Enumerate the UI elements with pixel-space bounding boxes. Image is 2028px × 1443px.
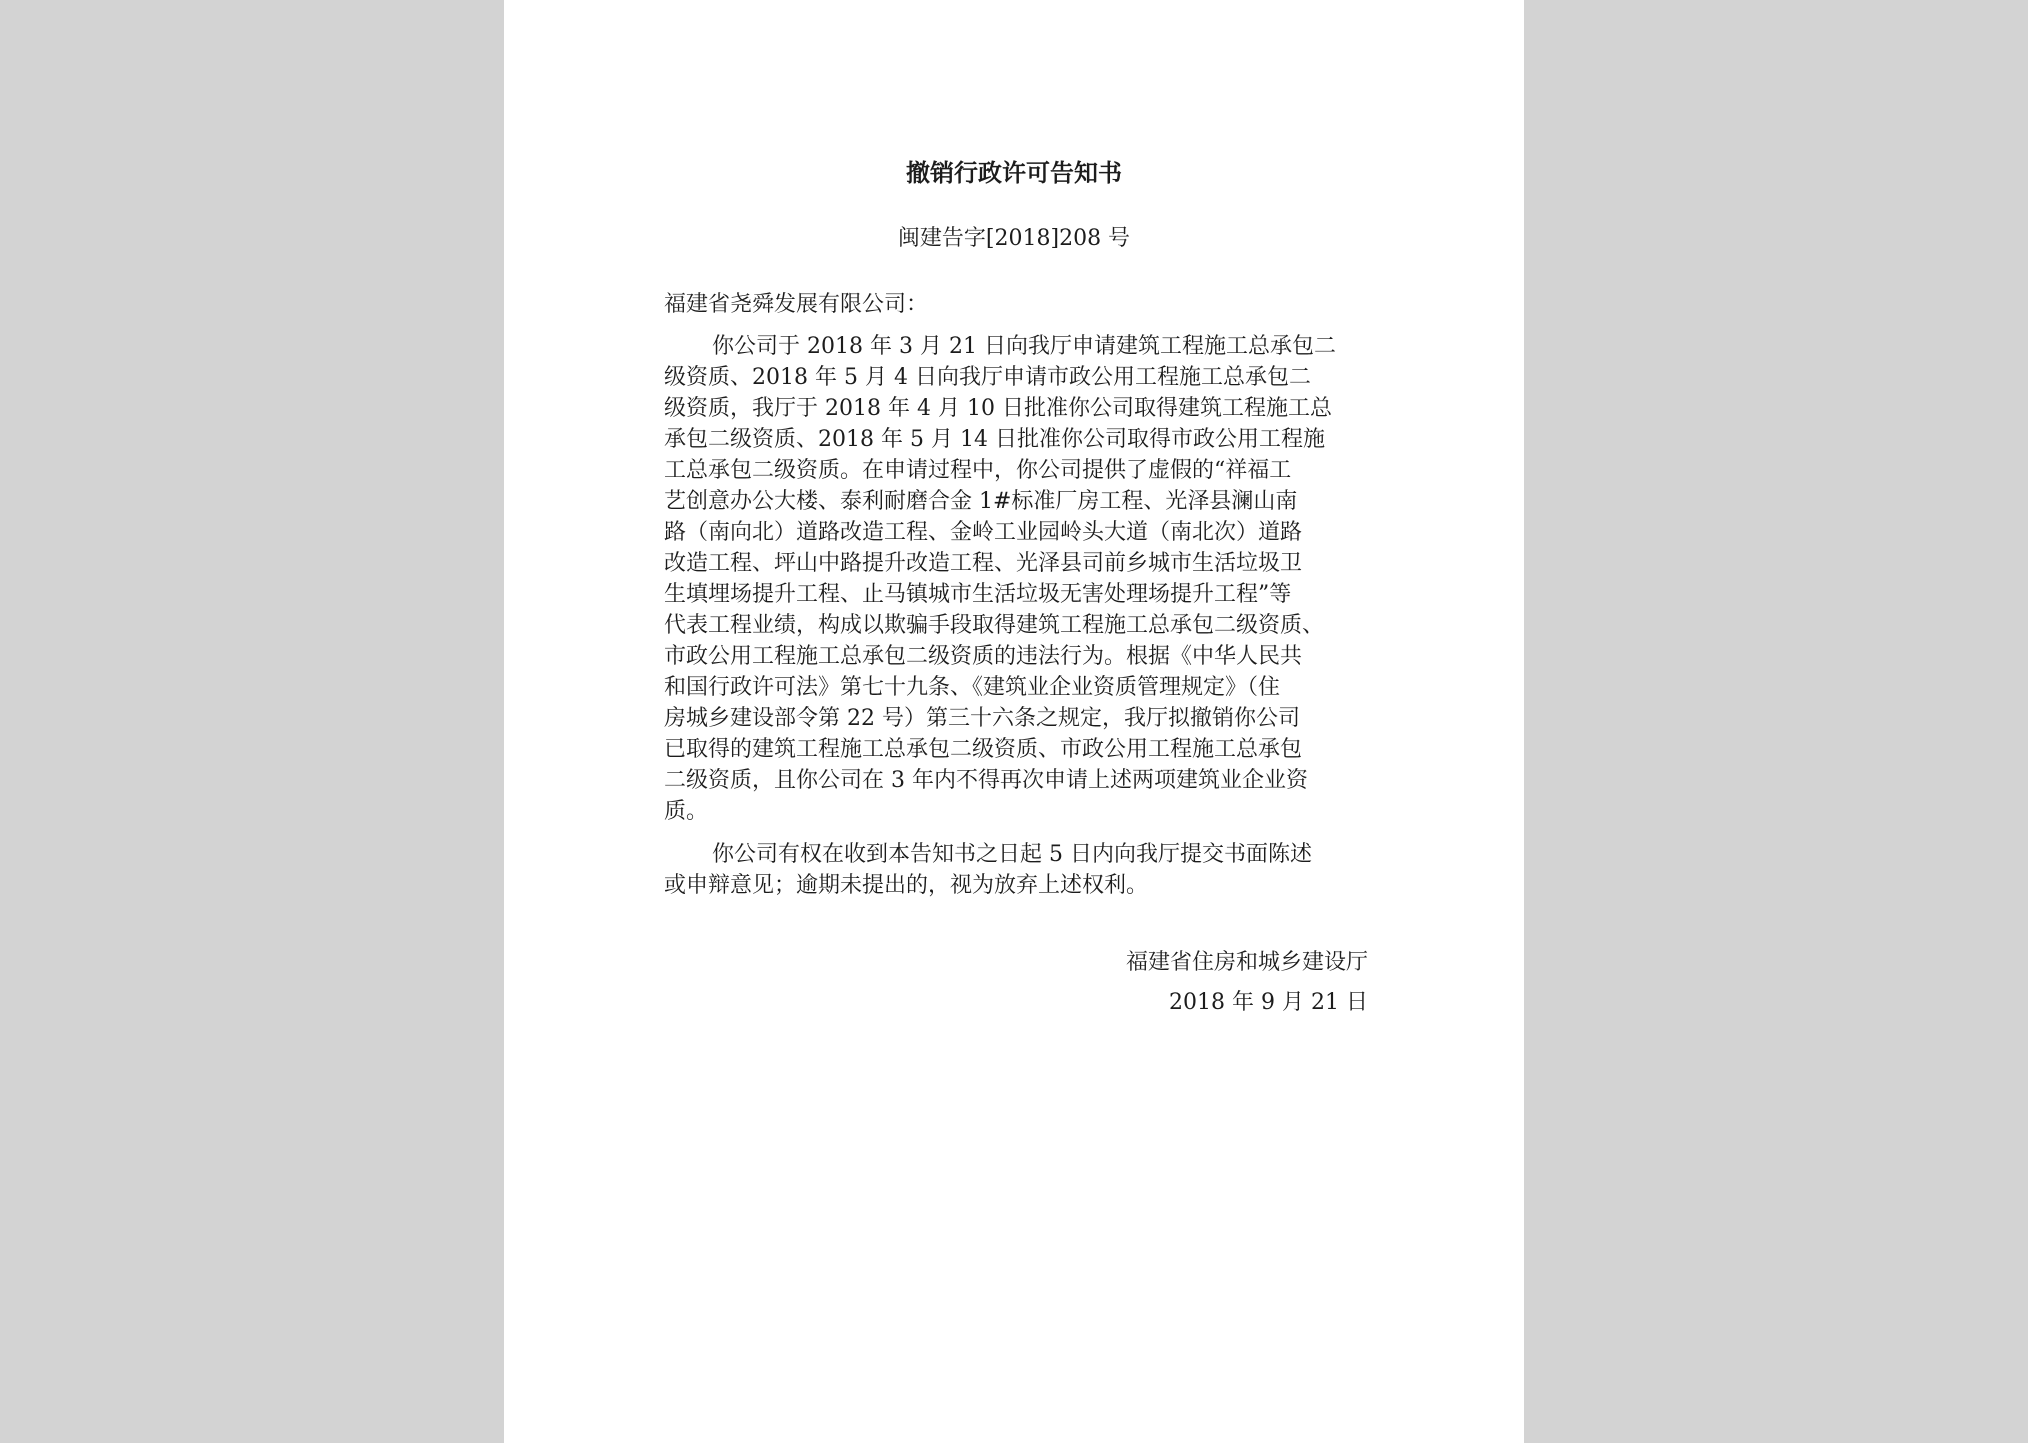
body-line: 质。 bbox=[664, 799, 709, 824]
body-line: 市政公用工程施工总承包二级资质的违法行为。根据《中华人民共 bbox=[664, 644, 1303, 669]
body-line: 艺创意办公大楼、泰利耐磨合金 1#标准厂房工程、光泽县澜山南 bbox=[664, 489, 1298, 514]
body-line: 代表工程业绩，构成以欺骗手段取得建筑工程施工总承包二级资质、 bbox=[664, 613, 1325, 638]
paragraph-gap bbox=[664, 827, 1384, 839]
body-line: 生填埋场提升工程、止马镇城市生活垃圾无害处理场提升工程”等 bbox=[664, 582, 1292, 607]
signature-block bbox=[1126, 948, 1368, 1018]
document-page bbox=[504, 0, 1524, 1443]
body-line: 已取得的建筑工程施工总承包二级资质、市政公用工程施工总承包 bbox=[664, 737, 1303, 762]
body-line: 路（南向北）道路改造工程、金岭工业园岭头大道（南北次）道路 bbox=[664, 520, 1303, 545]
signature-organization: 福建省住房和城乡建设厅 bbox=[1125, 950, 1368, 975]
document-body bbox=[664, 331, 1384, 901]
body-line: 你公司于 2018 年 3 月 21 日向我厅申请建筑工程施工总承包二 bbox=[712, 334, 1336, 359]
document-number: 闽建告字[2018]208 号 bbox=[897, 226, 1131, 251]
body-line: 你公司有权在收到本告知书之日起 5 日内向我厅提交书面陈述 bbox=[712, 842, 1312, 867]
body-line: 改造工程、坪山中路提升改造工程、光泽县司前乡城市生活垃圾卫 bbox=[664, 551, 1303, 576]
body-line: 级资质，我厅于 2018 年 4 月 10 日批准你公司取得建筑工程施工总 bbox=[664, 396, 1332, 421]
salutation: 福建省尧舜发展有限公司： bbox=[664, 292, 929, 317]
body-line: 或申辩意见；逾期未提出的，视为放弃上述权利。 bbox=[664, 873, 1149, 898]
body-line: 和国行政许可法》第七十九条、《建筑业企业资质管理规定》（住 bbox=[664, 675, 1281, 700]
body-line: 工总承包二级资质。在申请过程中，你公司提供了虚假的“祥福工 bbox=[664, 458, 1292, 483]
body-line: 承包二级资质、2018 年 5 月 14 日批准你公司取得市政公用工程施 bbox=[664, 427, 1325, 452]
body-line: 级资质、2018 年 5 月 4 日向我厅申请市政公用工程施工总承包二 bbox=[664, 365, 1311, 390]
body-line: 二级资质，且你公司在 3 年内不得再次申请上述两项建筑业企业资 bbox=[664, 768, 1308, 793]
signature-date: 2018 年 9 月 21 日 bbox=[1169, 990, 1368, 1015]
document-title: 撤销行政许可告知书 bbox=[906, 158, 1122, 187]
body-line: 房城乡建设部令第 22 号）第三十六条之规定，我厅拟撤销你公司 bbox=[664, 706, 1300, 731]
